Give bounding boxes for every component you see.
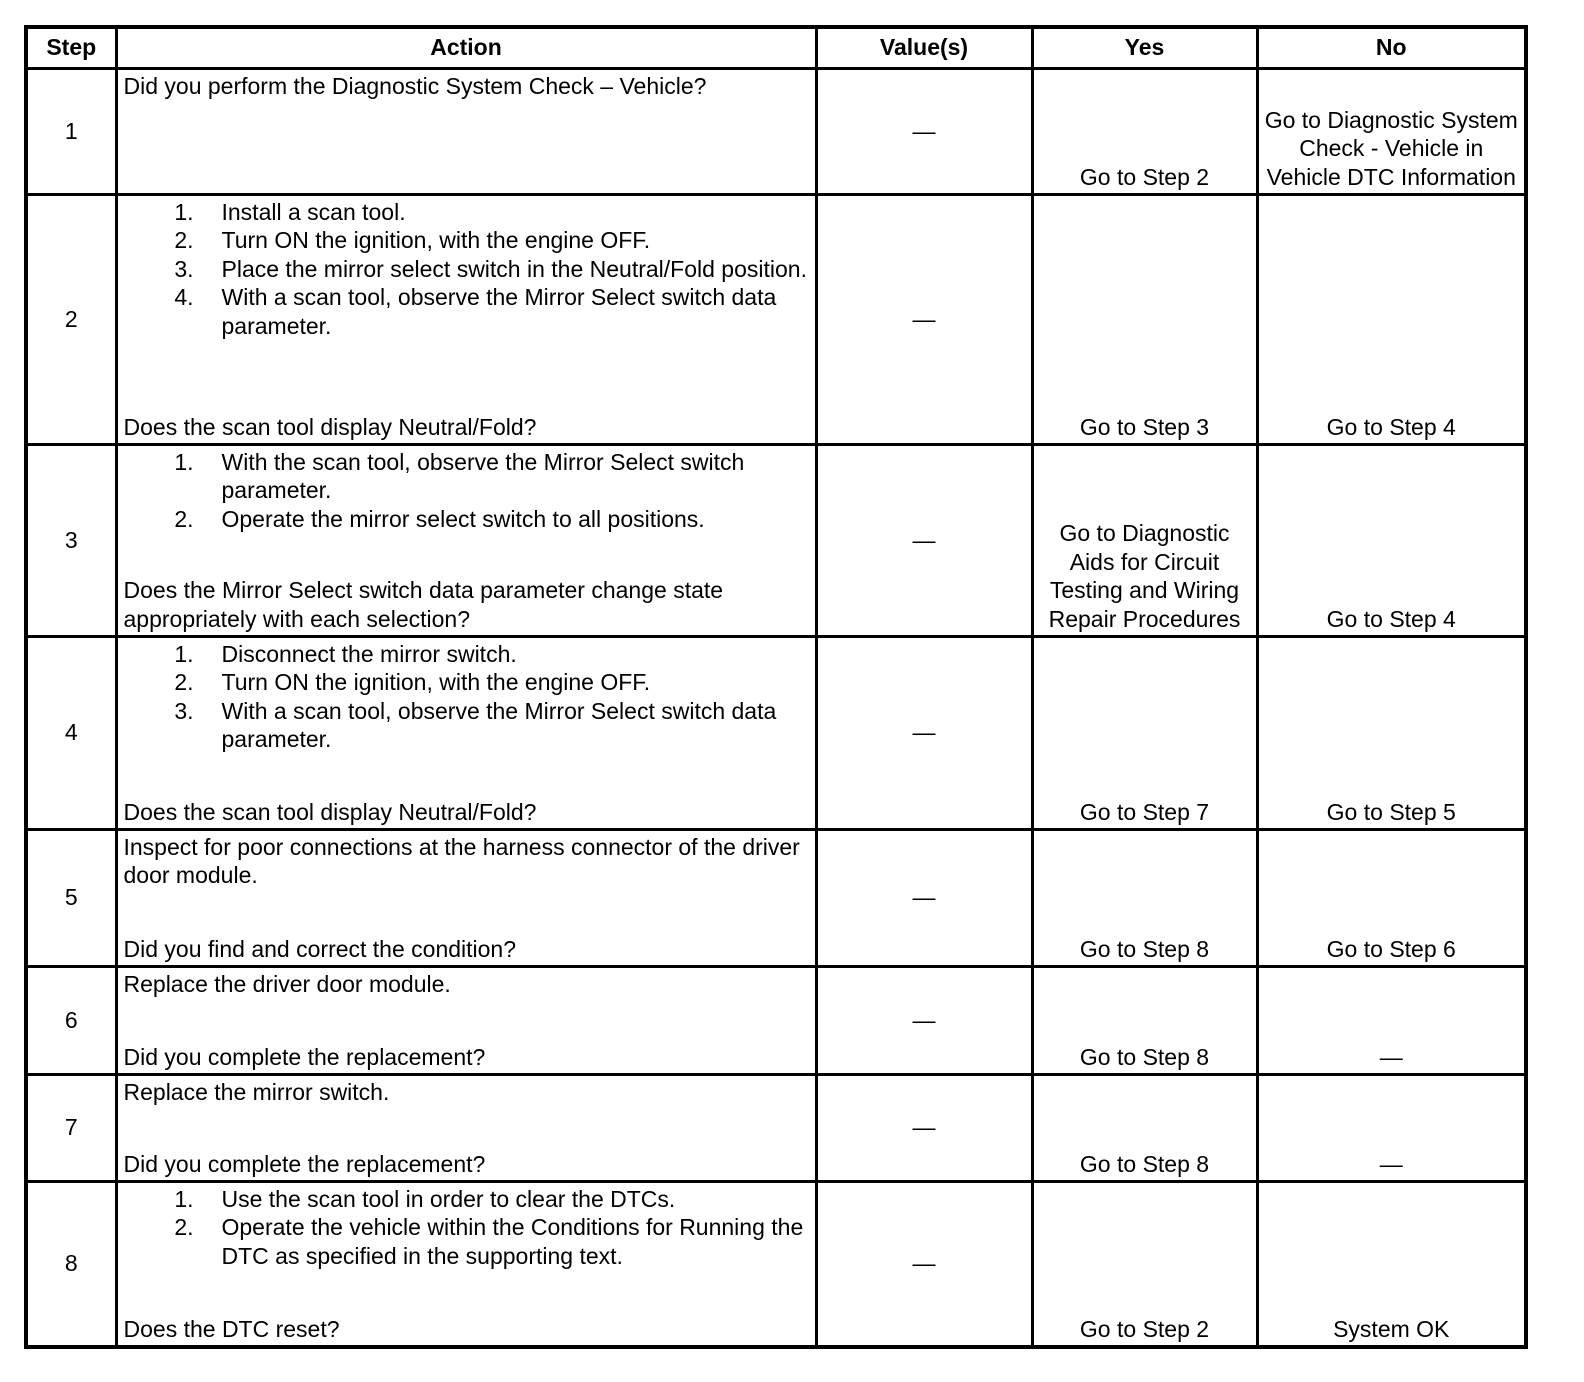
step-number: 3 <box>26 444 116 636</box>
list-item <box>172 448 809 505</box>
step-number: 2 <box>26 194 116 444</box>
value-cell: — <box>816 1181 1032 1347</box>
step-number: 6 <box>26 966 116 1074</box>
action-steps-list <box>124 640 809 754</box>
yes-cell: Go to Step 8 <box>1032 966 1257 1074</box>
no-cell: Go to Diagnostic System Check - Vehicle in Vehicle DTC Information <box>1257 68 1526 194</box>
list-item-text: Operate the mirror select switch to all positions. <box>221 505 705 532</box>
step-number: 1 <box>26 68 116 194</box>
value-cell: — <box>816 194 1032 444</box>
value-cell: — <box>816 966 1032 1074</box>
list-item-text: Install a scan tool. <box>221 198 406 225</box>
value-cell: — <box>816 68 1032 194</box>
list-item <box>172 1185 809 1214</box>
action-question: Does the scan tool display Neutral/Fold? <box>123 798 537 825</box>
action-cell <box>116 444 816 636</box>
action-cell <box>116 636 816 829</box>
list-item-text: Turn ON the ignition, with the engine OFF. <box>221 669 651 696</box>
list-item <box>172 283 809 340</box>
list-item-number: 2. <box>174 669 194 696</box>
list-item-text: Operate the vehicle within the Conditions for Running the DTC as specified in the supporting text. <box>221 1214 804 1269</box>
list-item-number: 1. <box>174 198 194 225</box>
header-values: Value(s) <box>816 27 1032 68</box>
value-cell: — <box>816 444 1032 636</box>
no-cell: Go to Step 4 <box>1257 444 1526 636</box>
header-no: No <box>1257 27 1526 68</box>
yes-cell: Go to Step 2 <box>1032 68 1257 194</box>
list-item-text: With the scan tool, observe the Mirror Select switch parameter. <box>221 448 745 504</box>
step-number: 8 <box>26 1181 116 1347</box>
step-number: 5 <box>26 829 116 966</box>
action-question: Did you find and correct the condition? <box>123 935 517 962</box>
no-cell: Go to Step 6 <box>1257 829 1526 966</box>
action-text: Did you perform the Diagnostic System Check – Vehicle? <box>123 72 707 99</box>
list-item-text: With a scan tool, observe the Mirror Select switch data parameter. <box>221 284 777 339</box>
list-item-number: 3. <box>174 255 194 282</box>
list-item <box>172 697 809 754</box>
action-text: Replace the mirror switch. <box>123 1078 390 1105</box>
table-row <box>26 966 1526 1074</box>
header-step: Step <box>26 27 116 68</box>
yes-cell: Go to Step 3 <box>1032 194 1257 444</box>
action-text: Inspect for poor connections at the harness connector of the driver door module. <box>123 833 800 889</box>
list-item-text: With a scan tool, observe the Mirror Select switch data parameter. <box>221 697 777 753</box>
table-row <box>26 1181 1526 1347</box>
list-item <box>172 255 809 284</box>
action-steps-list <box>124 448 809 534</box>
action-question: Does the DTC reset? <box>123 1315 340 1342</box>
action-cell <box>116 966 816 1074</box>
yes-cell: Go to Diagnostic Aids for Circuit Testing and Wiring Repair Procedures <box>1032 444 1257 636</box>
list-item-text: Disconnect the mirror switch. <box>221 640 517 667</box>
table-row <box>26 68 1526 194</box>
no-cell: — <box>1257 1074 1526 1181</box>
action-text: Replace the driver door module. <box>123 970 451 997</box>
table-body <box>26 68 1526 1347</box>
yes-cell: Go to Step 7 <box>1032 636 1257 829</box>
table-row <box>26 636 1526 829</box>
list-item-text: Turn ON the ignition, with the engine OFF. <box>221 227 651 254</box>
header-yes: Yes <box>1032 27 1257 68</box>
action-steps-list <box>124 198 809 341</box>
action-cell <box>116 68 816 194</box>
header-row <box>26 27 1526 68</box>
list-item-number: 2. <box>174 505 194 532</box>
list-item <box>172 668 809 697</box>
action-question: Did you complete the replacement? <box>123 1043 486 1070</box>
step-number: 7 <box>26 1074 116 1181</box>
step-number: 4 <box>26 636 116 829</box>
action-steps-list <box>124 1185 809 1271</box>
table-row <box>26 1074 1526 1181</box>
table-row <box>26 829 1526 966</box>
list-item-text: Place the mirror select switch in the Neutral/Fold position. <box>221 255 807 282</box>
no-cell: Go to Step 5 <box>1257 636 1526 829</box>
value-cell: — <box>816 1074 1032 1181</box>
list-item <box>172 198 809 227</box>
table-row <box>26 444 1526 636</box>
no-cell: System OK <box>1257 1181 1526 1347</box>
header-action: Action <box>116 27 816 68</box>
list-item <box>172 640 809 669</box>
action-cell <box>116 194 816 444</box>
yes-cell: Go to Step 8 <box>1032 829 1257 966</box>
list-item <box>172 226 809 255</box>
list-item-number: 3. <box>174 697 194 724</box>
table-row <box>26 194 1526 444</box>
list-item-number: 4. <box>174 284 194 311</box>
list-item <box>172 505 809 534</box>
action-cell <box>116 1074 816 1181</box>
list-item-number: 1. <box>174 1185 194 1212</box>
list-item-number: 1. <box>174 448 194 475</box>
list-item-number: 2. <box>174 227 194 254</box>
action-cell <box>116 829 816 966</box>
list-item-text: Use the scan tool in order to clear the DTCs. <box>221 1185 676 1212</box>
list-item <box>172 1213 809 1270</box>
list-item-number: 1. <box>174 640 194 667</box>
no-cell: Go to Step 4 <box>1257 194 1526 444</box>
no-cell: — <box>1257 966 1526 1074</box>
value-cell: — <box>816 829 1032 966</box>
yes-cell: Go to Step 2 <box>1032 1181 1257 1347</box>
list-item-number: 2. <box>174 1214 194 1241</box>
action-question: Does the Mirror Select switch data parameter change state appropriately with each selection? <box>123 577 724 632</box>
action-question: Did you complete the replacement? <box>123 1150 486 1177</box>
action-question: Does the scan tool display Neutral/Fold? <box>123 413 537 440</box>
diagnostic-table <box>24 25 1528 1349</box>
action-cell <box>116 1181 816 1347</box>
yes-cell: Go to Step 8 <box>1032 1074 1257 1181</box>
value-cell: — <box>816 636 1032 829</box>
